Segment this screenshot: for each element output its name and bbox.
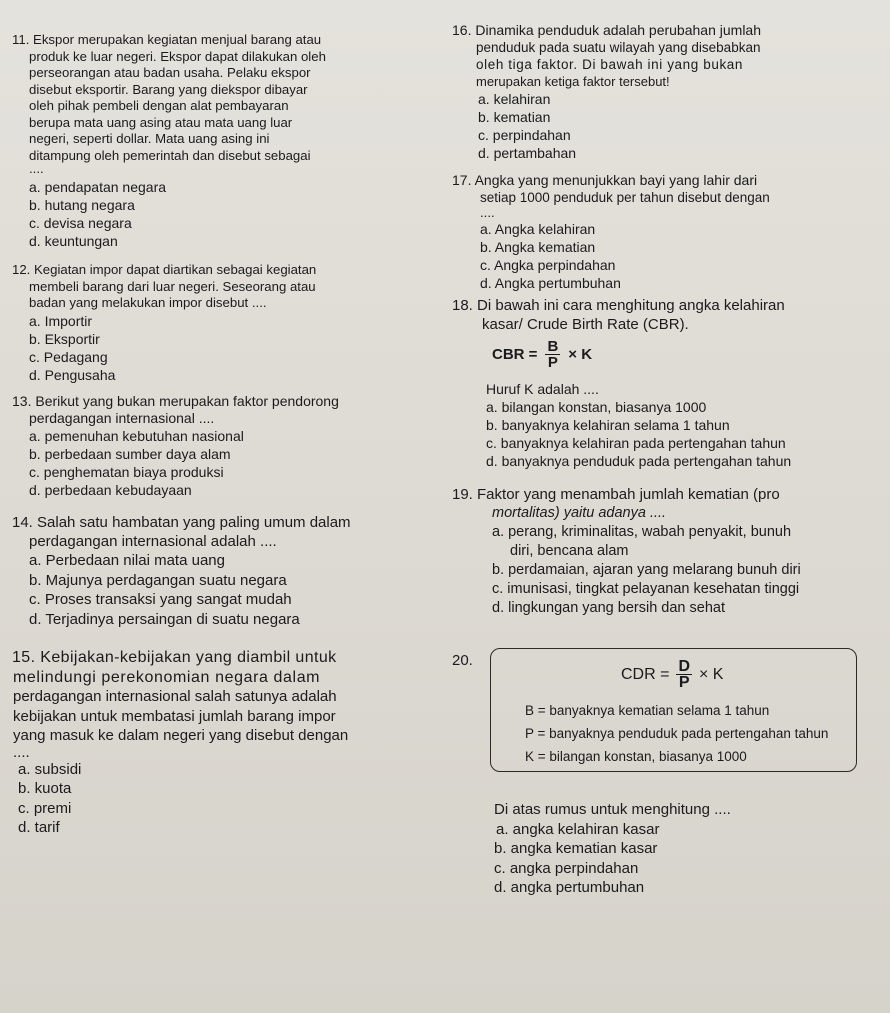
q19-option-c[interactable]: c. imunisasi, tingkat pelayanan kesehatan tinggi [492, 581, 800, 597]
question-19 [452, 485, 882, 618]
question-18 [452, 296, 882, 470]
question-13 [12, 393, 437, 499]
q18-option-b[interactable]: b. banyaknya kelahiran selama 1 tahun [486, 417, 730, 433]
q11-option-d[interactable]: d. keuntungan [29, 233, 118, 249]
q18-option-d[interactable]: d. banyaknya penduduk pada pertengahan tahun [486, 453, 792, 469]
cdr-def-k: K = bilangan konstan, biasanya 1000 [525, 749, 747, 764]
question-14 [12, 513, 437, 629]
q11-line: .... [29, 161, 44, 176]
cbr-numerator: B [547, 337, 559, 355]
cbr-fraction [545, 339, 560, 370]
q11-line: disebut eksportir. Barang yang diekspor dibayar [29, 81, 308, 97]
cdr-numerator: D [678, 658, 691, 675]
cdr-def-b: B = banyaknya kematian selama 1 tahun [525, 703, 770, 718]
q12-option-c[interactable]: c. Pedagang [29, 348, 108, 365]
q18-option-a[interactable]: a. bilangan konstan, biasanya 1000 [486, 399, 707, 415]
q15-line: .... [13, 743, 30, 761]
q14-option-b[interactable]: b. Majunya perdagangan suatu negara [29, 571, 287, 589]
q12-line: membeli barang dari luar negeri. Seseorang atau [29, 278, 316, 294]
q16-line: 16. Dinamika penduduk adalah perubahan jumlah [452, 22, 761, 38]
q16-option-d[interactable]: d. pertambahan [478, 145, 577, 161]
q11-line: negeri, seperti dollar. Mata uang asing ini [29, 131, 270, 146]
q15-option-b[interactable]: b. kuota [18, 780, 72, 797]
q19-option-a[interactable]: a. perang, kriminalitas, wabah penyakit, bunuh [492, 524, 792, 540]
question-16 [452, 22, 882, 162]
q17-option-d[interactable]: d. Angka pertumbuhan [480, 275, 621, 291]
q11-line: 11. Ekspor merupakan kegiatan menjual barang atau [12, 32, 322, 47]
cdr-denominator: P [678, 674, 690, 691]
q20-option-d[interactable]: d. angka pertumbuhan [494, 879, 645, 896]
q11-line: berupa mata uang asing atau mata uang luar [29, 114, 293, 130]
q14-option-d[interactable]: d. Terjadinya persaingan di suatu negara [29, 610, 300, 628]
q15-line: yang masuk ke dalam negeri yang disebut dengan [13, 727, 349, 744]
q16-option-b[interactable]: b. kematian [478, 109, 551, 125]
q11-line: ditampung oleh pemerintah dan disebut sebagai [29, 147, 311, 163]
q15-option-a[interactable]: a. subsidi [18, 760, 82, 778]
q17-option-b[interactable]: b. Angka kematian [480, 239, 596, 255]
q16-line: penduduk pada suatu wilayah yang disebabkan [476, 40, 761, 55]
cdr-formula-right: × K [699, 665, 724, 683]
question-15 [12, 648, 437, 838]
q17-line: 17. Angka yang menunjukkan bayi yang lahir dari [452, 172, 758, 188]
q13-option-a[interactable]: a. pemenuhan kebutuhan nasional [29, 428, 244, 444]
q14-option-a[interactable]: a. Perbedaan nilai mata uang [29, 552, 225, 569]
q20-option-b[interactable]: b. angka kematian kasar [494, 840, 658, 857]
cbr-formula [492, 334, 882, 374]
cbr-denominator: P [547, 353, 558, 371]
q19-option-b[interactable]: b. perdamaian, ajaran yang melarang bunuh diri [492, 562, 801, 578]
q20-option-a[interactable]: a. angka kelahiran kasar [496, 820, 660, 838]
question-12 [12, 262, 437, 384]
q12-option-b[interactable]: b. Eksportir [29, 330, 100, 347]
q14-option-c[interactable]: c. Proses transaksi yang sangat mudah [29, 591, 292, 608]
q14-line: perdagangan internasional adalah .... [29, 533, 277, 550]
q16-line: merupakan ketiga faktor tersebut! [476, 74, 670, 89]
q12-line: badan yang melakukan impor disebut .... [29, 295, 267, 310]
q15-line: perdagangan internasional salah satunya adalah [13, 688, 337, 705]
q16-option-a[interactable]: a. kelahiran [478, 91, 551, 107]
cbr-formula-right: × K [568, 345, 593, 363]
q18-line: 18. Di bawah ini cara menghitung angka kelahiran [452, 297, 785, 314]
q18-line: kasar/ Crude Birth Rate (CBR). [482, 316, 689, 333]
q18-prompt: Huruf K adalah .... [486, 381, 599, 397]
q17-option-a[interactable]: a. Angka kelahiran [480, 221, 596, 237]
q19-option-a-cont: diri, bencana alam [510, 543, 629, 559]
cdr-formula-left: CDR = [621, 665, 670, 683]
q11-option-c[interactable]: c. devisa negara [29, 215, 132, 231]
q17-line: .... [480, 205, 495, 220]
q12-option-d[interactable]: d. Pengusaha [29, 366, 116, 383]
q11-line: perseorangan atau badan usaha. Pelaku ekspor [29, 65, 311, 80]
question-17 [452, 172, 882, 292]
q12-line: 12. Kegiatan impor dapat diartikan sebagai kegiatan [12, 262, 317, 277]
q15-line: kebijakan untuk membatasi jumlah barang impor [13, 707, 336, 725]
q16-option-c[interactable]: c. perpindahan [478, 127, 571, 143]
q13-option-d[interactable]: d. perbedaan kebudayaan [29, 482, 192, 498]
question-11 [12, 32, 437, 250]
q20-prompt: Di atas rumus untuk menghitung .... [494, 801, 731, 818]
q15-option-d[interactable]: d. tarif [18, 819, 60, 836]
q17-option-c[interactable]: c. Angka perpindahan [480, 257, 616, 273]
q11-option-a[interactable]: a. pendapatan negara [29, 179, 167, 195]
cbr-formula-left: CBR = [492, 345, 538, 363]
q20-number: 20. [452, 652, 473, 669]
cdr-formula [621, 659, 723, 690]
q18-option-c[interactable]: c. banyaknya kelahiran pada pertengahan tahun [486, 435, 786, 451]
cdr-def-p: P = banyaknya penduduk pada pertengahan tahun [525, 726, 829, 741]
q11-line: oleh pihak pembeli dengan alat pembayaran [29, 98, 289, 113]
q13-option-b[interactable]: b. perbedaan sumber daya alam [29, 446, 231, 462]
cdr-fraction [676, 659, 692, 690]
q17-line: setiap 1000 penduduk per tahun disebut dengan [480, 190, 770, 205]
q19-line: mortalitas) yaitu adanya .... [492, 505, 667, 521]
q11-line: produk ke luar negeri. Ekspor dapat dilakukan oleh [29, 48, 326, 64]
q19-option-d[interactable]: d. lingkungan yang bersih dan sehat [492, 600, 725, 616]
cdr-formula-box [490, 648, 857, 772]
q13-line: 13. Berikut yang bukan merupakan faktor pendorong [12, 393, 339, 409]
q16-line: oleh tiga faktor. Di bawah ini yang bukan [476, 57, 744, 72]
q14-line: 14. Salah satu hambatan yang paling umum dalam [12, 514, 351, 531]
q11-option-b[interactable]: b. hutang negara [29, 197, 135, 213]
q12-option-a[interactable]: a. Importir [29, 312, 93, 329]
q15-line: 15. Kebijakan-kebijakan yang diambil untuk [12, 649, 337, 666]
q20-option-c[interactable]: c. angka perpindahan [494, 859, 639, 877]
q13-option-c[interactable]: c. penghematan biaya produksi [29, 464, 224, 480]
q15-option-c[interactable]: c. premi [18, 799, 72, 817]
q13-line: perdagangan internasional .... [29, 410, 215, 426]
q15-line: melindungi perekonomian negara dalam [13, 668, 321, 686]
q19-line: 19. Faktor yang menambah jumlah kematian (pro [452, 486, 780, 503]
